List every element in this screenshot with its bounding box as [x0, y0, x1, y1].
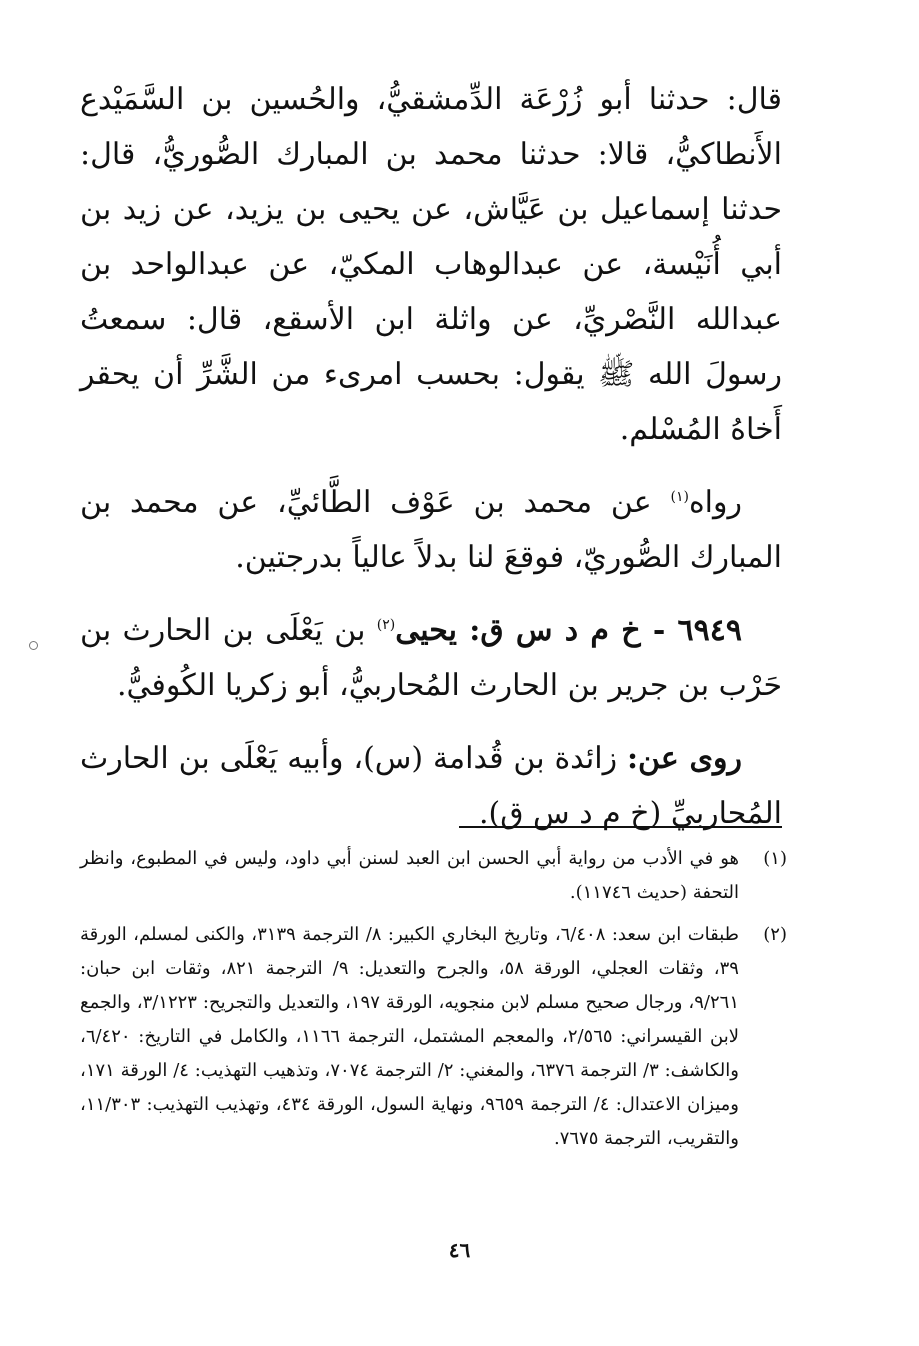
footnote-ref-2[interactable]: (٢) — [376, 617, 396, 633]
narrated-from-text: زائدة بن قُدامة (س)، وأبيه يَعْلَى بن الحارث المُحاربيِّ (خ م د س ق). — [80, 741, 782, 831]
biography-entry — [80, 603, 782, 713]
margin-dot — [29, 641, 38, 650]
footnote-text: طبقات ابن سعد: ٦/٤٠٨، وتاريخ البخاري الكبير: ٨/ الترجمة ٣١٣٩، والكنى لمسلم، الورقة ٣٩، وثقات العجلي، الورقة ٥٨، والجرح والتعديل: ٩/ الترجمة ٨٢١، وثقات ابن حبان: ٩/٢٦١، ورجال صحيح مسلم لابن منجويه، الورقة ١٩٧، والتعديل والتجريح: ٣/١٢٢٣، والجمع لابن القيسراني: ٢/٥٦٥، والمعجم المشتمل، الترجمة ١١٦٦، والكامل في التاريخ: ٦/٤٢٠، والكاشف: ٣/ الترجمة ٦٣٧٦، والمغني: ٢/ الترجمة ٧٠٧٤، وتذهيب التهذيب: ٤/ الورقة ١٧١، وميزان الاعتدال: ٤/ الترجمة ٩٦٥٩، ونهاية السول، الورقة ٤٣٤، وتهذيب التهذيب: ١١/٣٠٣، والتقريب، الترجمة ٧٦٧٥. — [80, 924, 740, 1149]
footnote-text: هو في الأدب من رواية أبي الحسن ابن العبد لسنن أبي داود، وليس في المطبوع، وانظر التحفة (حديث ١١٧٤٦). — [80, 848, 739, 903]
riwaya-label: رواه — [688, 485, 742, 520]
footnote-divider — [459, 826, 782, 828]
entry-heading: ٦٩٤٩ - خ م د س ق: يحيى — [395, 613, 742, 648]
riwaya-paragraph — [80, 475, 782, 585]
footnote-item — [80, 918, 787, 1156]
footnotes — [80, 842, 787, 1164]
narrated-from-paragraph — [80, 731, 782, 841]
footnote-number: (٢) — [763, 924, 787, 945]
footnote-number: (١) — [763, 848, 787, 869]
narrated-from-label: روى عن: — [626, 741, 742, 776]
main-text — [80, 72, 782, 859]
entry-text: بن يَعْلَى بن الحارث بن حَرْب بن جرير بن الحارث المُحاربيُّ، أبو زكريا الكُوفيُّ. — [80, 613, 782, 703]
footnote-ref-1[interactable]: (١) — [670, 489, 689, 505]
page-number: ٤٦ — [448, 1238, 471, 1262]
hadith-paragraph: قال: حدثنا أبو زُرْعَة الدِّمشقيُّ، والحُسين بن السَّمَيْدع الأَنطاكيُّ، قالا: حدثنا محمد بن المبارك الصُّوريُّ، قال: حدثنا إسماعيل بن عَيَّاش، عن يحيى بن يزيد، عن زيد بن أبي أُنَيْسة، عن عبدالوهاب المكيّ، عن عبدالواحد بن عبدالله النَّصْريِّ، عن واثلة ابن الأسقع، قال: سمعتُ رسولَ الله ﷺ يقول: بحسب امرىء من الشَّرِّ أن يحقر أَخاهُ المُسْلم. — [80, 82, 782, 447]
footnote-item — [80, 842, 787, 910]
riwaya-text: عن محمد بن عَوْف الطَّائيِّ، عن محمد بن المبارك الصُّوريّ، فوقعَ لنا بدلاً عالياً بدرجتين. — [80, 485, 782, 575]
